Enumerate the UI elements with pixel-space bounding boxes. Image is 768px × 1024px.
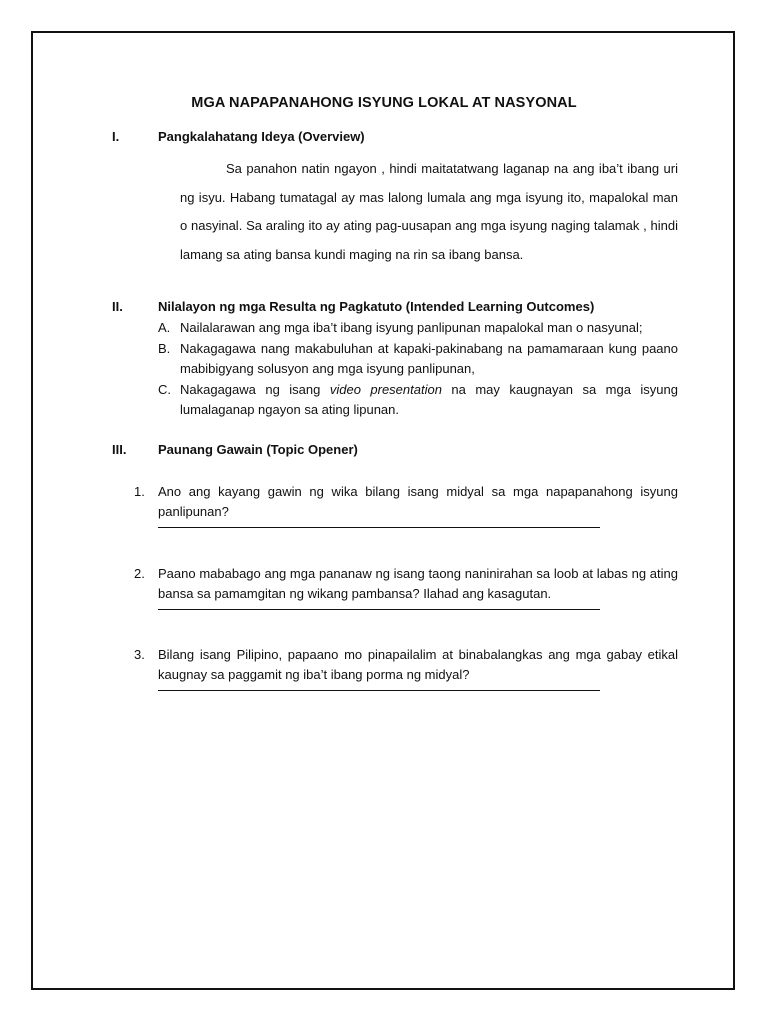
learning-outcomes-list: [158, 318, 678, 421]
question-number: 3.: [134, 647, 145, 662]
section-1-heading: Pangkalahatang Ideya (Overview): [158, 129, 365, 144]
answer-line[interactable]: [158, 685, 600, 691]
outcome-item: [158, 380, 678, 421]
section-3-heading: Paunang Gawain (Topic Opener): [158, 442, 358, 457]
section-2-number: II.: [112, 299, 123, 314]
section-2-heading: Nilalayon ng mga Resulta ng Pagkatuto (Intended Learning Outcomes): [158, 299, 595, 314]
question-text: Ano ang kayang gawin ng wika bilang isang midyal sa mga napapanahong isyung panlipunan?: [158, 484, 678, 519]
outcome-marker: B.: [158, 340, 171, 356]
outcome-text: Nailalarawan ang mga iba’t ibang isyung panlipunan mapalokal man o nasyunal;: [180, 320, 643, 335]
outcome-marker: A.: [158, 320, 171, 335]
question-item: [134, 482, 678, 528]
outcome-text-after: na may kaugnayan sa mga isyung lumalaganap ngayon sa ating lipunan.: [180, 381, 678, 417]
outcome-text-before: Nakagagawa ng isang: [180, 381, 330, 397]
question-text: Bilang isang Pilipino, papaano mo pinapailalim at binabalangkas ang mga gabay etikal kaugnay sa paggamit ng iba’t ibang porma ng midyal?: [158, 647, 678, 682]
question-item: [134, 564, 678, 610]
document-title: MGA NAPAPANAHONG ISYUNG LOKAL AT NASYONAL: [191, 95, 577, 111]
section-1-number: I.: [112, 129, 120, 144]
question-number: 2.: [134, 566, 145, 581]
answer-line[interactable]: [158, 522, 600, 528]
answer-line[interactable]: [158, 604, 600, 610]
outcome-text-italic: video presentation: [329, 381, 442, 397]
section-3-number: III.: [112, 442, 127, 457]
outcome-text: Nakagagawa nang makabuluhan at kapaki-pakinabang na pamamaraan kung paano mabibigyang solusyon ang mga isyung panlipunan,: [180, 340, 678, 376]
overview-paragraph: Sa panahon natin ngayon , hindi maitatatwang laganap na ang iba’t ibang uri ng isyu. Habang tumatagal ay mas lalong lumala ang mga isyung ito, mapalokal man o nasyinal. Sa araling ito ay ating pag-uusapan ang mga isyung naging talamak , hindi lamang sa ating bansa kundi maging na rin sa ibang bansa.: [180, 161, 678, 262]
question-text: Paano mababago ang mga pananaw ng isang taong naninirahan sa loob at labas ng ating bansa sa pamamgitan ng wikang pambansa? Ilahad ang kasagutan.: [158, 566, 678, 601]
outcome-item: [158, 339, 678, 380]
question-item: [134, 645, 678, 691]
outcome-marker: C.: [158, 381, 171, 397]
question-number: 1.: [134, 484, 145, 499]
outcome-item: [158, 318, 678, 339]
